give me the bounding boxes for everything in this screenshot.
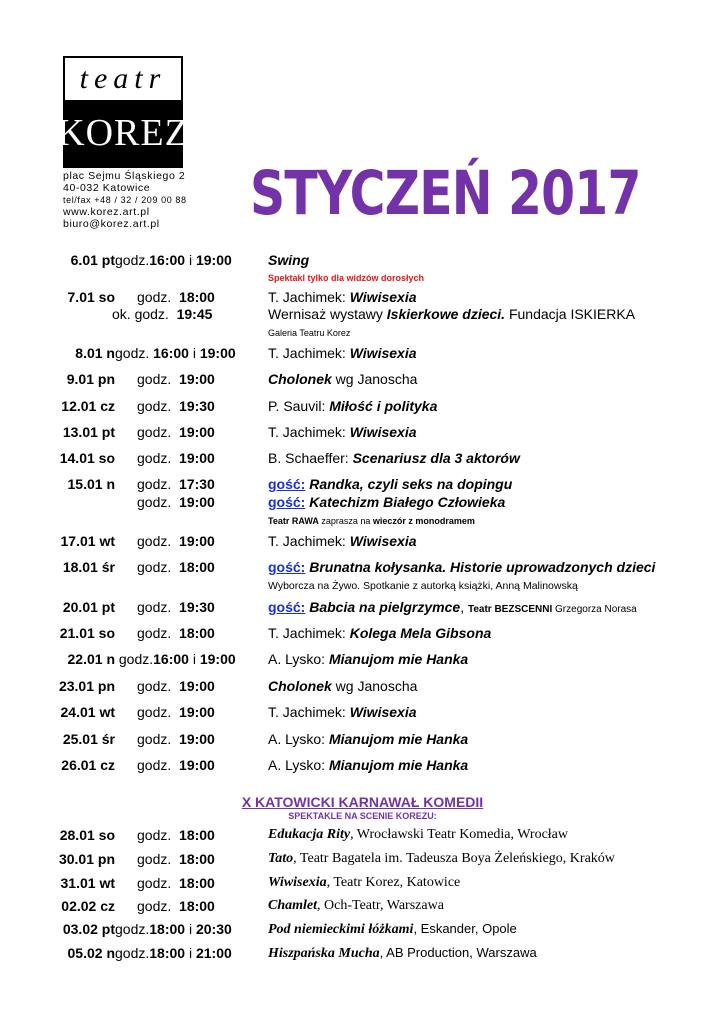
guest-link[interactable]: gość: [268, 476, 306, 492]
event-description: T. Jachimek: Wiwisexia [268, 704, 417, 720]
event-time: godz. 19:30 [137, 398, 215, 414]
event-time: godz. 19:00 [137, 371, 215, 387]
event-time: ok. godz. 19:45 [112, 306, 213, 322]
event-date: 12.01 cz [61, 398, 115, 414]
event-note: Galeria Teatru Korez [268, 328, 351, 338]
event-time: godz.18:00 i 21:00 [115, 945, 232, 961]
event-time: godz. 18:00 [137, 851, 215, 867]
event-description: T. Jachimek: Wiwisexia [268, 345, 417, 361]
event-date: 30.01 pn [58, 851, 115, 867]
event-description: T. Jachimek: Wiwisexia [268, 424, 417, 440]
event-description: T. Jachimek: Kolega Mela Gibsona [268, 625, 492, 641]
event-description: Swing [268, 252, 310, 268]
event-description: gość: Babcia na pielgrzymce, Teatr BEZSCENNI Grzegorza Norasa [268, 599, 637, 615]
page-title: STYCZEŃ 2017 [250, 158, 641, 229]
event-time: godz. 18:00 [137, 559, 215, 575]
event-time: godz. 18:00 [137, 875, 215, 891]
event-date: 15.01 n [67, 476, 115, 492]
address-email[interactable]: biuro@korez.art.pl [63, 218, 160, 230]
event-description: Cholonek wg Janoscha [268, 678, 418, 694]
event-description: Edukacja Rity, Wrocławski Teatr Komedia, Wrocław [268, 827, 568, 842]
event-date: 22.01 n [67, 651, 115, 667]
event-date: 13.01 pt [62, 424, 115, 440]
event-date: 26.01 cz [61, 757, 115, 773]
guest-link[interactable]: gość: [268, 599, 306, 615]
event-description: gość: Brunatna kołysanka. Historie uprowadzonych dzieci [268, 559, 656, 575]
event-date: 7.01 so [67, 289, 115, 305]
event-description: Wernisaż wystawy Iskierkowe dzieci. Fundacja ISKIERKA [268, 306, 636, 322]
event-note: Wyborcza na Żywo. Spotkanie z autorką książki, Anną Malinowską [268, 580, 578, 592]
event-date: 25.01 śr [62, 731, 115, 747]
event-description: Tato, Teatr Bagatela im. Tadeusza Boya Żeleńskiego, Kraków [268, 851, 615, 866]
guest-link[interactable]: gość: [268, 494, 306, 510]
event-description: gość: Randka, czyli seks na dopingu [268, 476, 513, 492]
carnival-subheading: SPEKTAKLE NA SCENIE KOREZU: [288, 811, 437, 821]
event-description: P. Sauvil: Miłość i polityka [268, 398, 438, 414]
event-date: 14.01 so [59, 450, 115, 466]
event-date: 23.01 pn [58, 678, 115, 694]
event-description: B. Schaeffer: Scenariusz dla 3 aktorów [268, 450, 520, 466]
address-phone: tel/fax +48 / 32 / 209 00 88 [63, 195, 187, 205]
event-time: godz. 18:00 [137, 625, 215, 641]
event-description: Hiszpańska Mucha, AB Production, Warszawa [268, 945, 537, 961]
event-date: 28.01 so [59, 827, 115, 843]
event-note: Spektakl tylko dla widzów dorosłych [268, 273, 425, 283]
event-description: T. Jachimek: Wiwisexia [268, 289, 417, 305]
event-date: 8.01 n [75, 345, 115, 361]
carnival-heading: X KATOWICKI KARNAWAŁ KOMEDII [241, 794, 484, 810]
event-time: godz. 19:00 [137, 704, 215, 720]
event-description: A. Lysko: Mianujom mie Hanka [268, 731, 469, 747]
event-time: godz. 18:00 [137, 827, 215, 843]
event-time: godz.16:00 i 19:00 [118, 651, 236, 667]
event-description: gość: Katechizm Białego Człowieka [268, 494, 506, 510]
event-date: 31.01 wt [60, 875, 115, 891]
event-description: A. Lysko: Mianujom mie Hanka [268, 651, 469, 667]
event-time: godz. 19:00 [137, 424, 215, 440]
event-time: godz. 17:30 [137, 476, 215, 492]
event-date: 05.02 n [67, 945, 115, 961]
event-time: godz.18:00 i 20:30 [115, 921, 232, 937]
guest-link[interactable]: gość: [268, 559, 306, 575]
address-street: plac Sejmu Śląskiego 2 [63, 170, 186, 182]
logo-korez-text: KOREZ [65, 100, 181, 166]
event-description: Wiwisexia, Teatr Korez, Katowice [268, 875, 461, 890]
event-time: godz.16:00 i 19:00 [115, 252, 232, 268]
event-time: godz. 19:00 [137, 731, 215, 747]
event-date: 21.01 so [59, 625, 115, 641]
event-date: 9.01 pn [66, 371, 115, 387]
teatr-korez-logo [57, 56, 189, 168]
event-time: godz. 18:00 [137, 289, 215, 305]
event-date: 17.01 wt [60, 533, 115, 549]
event-time: godz. 19:00 [137, 757, 215, 773]
event-description: Chamlet, Och-Teatr, Warszawa [268, 898, 444, 913]
event-date: 20.01 pt [62, 599, 115, 615]
event-date: 24.01 wt [60, 704, 115, 720]
event-note: Teatr RAWA zaprasza na wieczór z monodramem [268, 516, 475, 526]
event-time: godz. 16:00 i 19:00 [115, 345, 236, 361]
event-description: Cholonek wg Janoscha [268, 371, 418, 387]
event-date: 03.02 pt [62, 921, 115, 937]
event-time: godz. 19:00 [137, 533, 215, 549]
address-city: 40-032 Katowice [63, 182, 151, 194]
address-website[interactable]: www.korez.art.pl [63, 206, 150, 218]
event-date: 02.02 cz [61, 898, 115, 914]
event-time: godz. 19:30 [137, 599, 215, 615]
event-description: Pod niemieckimi łóżkami, Eskander, Opole [268, 921, 517, 937]
event-description: A. Lysko: Mianujom mie Hanka [268, 757, 469, 773]
event-time: godz. 19:00 [137, 678, 215, 694]
address-block [63, 170, 188, 230]
event-date: 6.01 pt [70, 252, 115, 268]
logo-teatr-text: teatr [79, 62, 167, 95]
event-time: godz. 19:00 [137, 494, 215, 510]
event-time: godz. 19:00 [137, 450, 215, 466]
event-time: godz. 18:00 [137, 898, 215, 914]
event-date: 18.01 śr [62, 559, 115, 575]
event-description: T. Jachimek: Wiwisexia [268, 533, 417, 549]
